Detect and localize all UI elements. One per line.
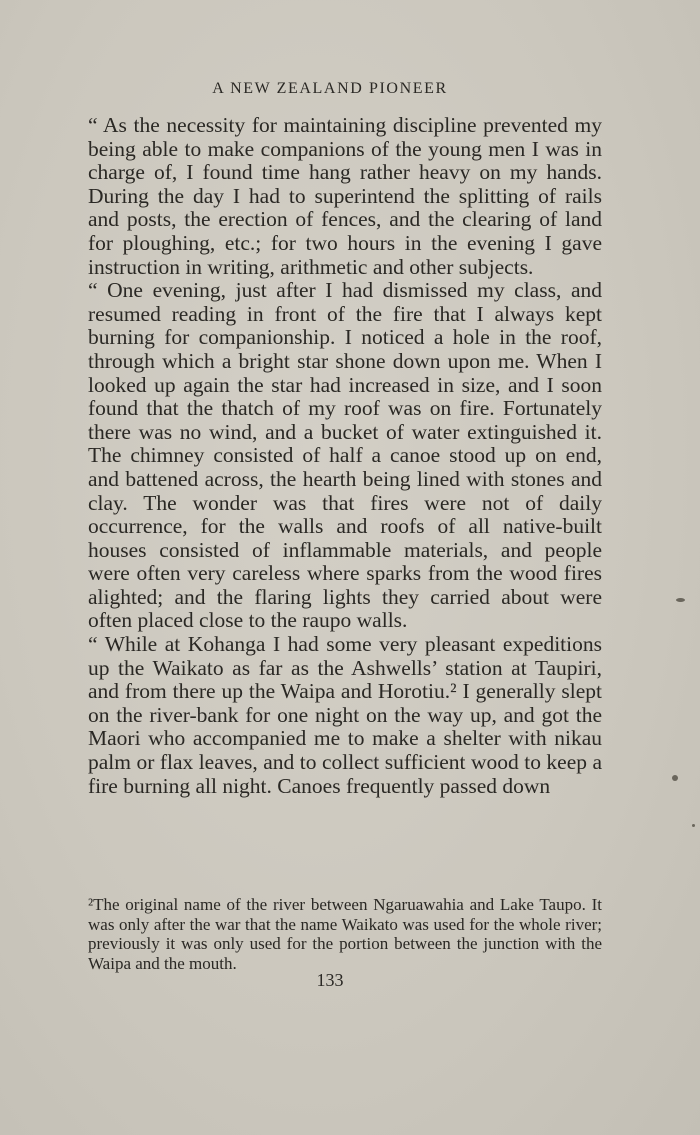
paper-speck xyxy=(676,598,685,602)
running-head: A NEW ZEALAND PIONEER xyxy=(212,80,448,97)
paper-speck xyxy=(692,824,695,827)
body-text xyxy=(88,114,602,798)
footnote: ²The original name of the river between Ngaruawahia and Lake Taupo. It was only after the war that the name Waikato was used for the whole river; previously it was only used for the portion between the junction with the Waipa and the mouth. xyxy=(88,895,602,973)
paragraph-expeditions: “ While at Kohanga I had some very pleasant expeditions up the Waikato as far as the Ashwells’ station at Taupiri, and from there up the Waipa and Horotiu.² I generally slept on the river-bank for one night on the way up, and got the Maori who accompanied me to make a shelter with nikau palm or flax leaves, and to collect sufficient wood to keep a fire burning all night. Canoes frequently passed down xyxy=(88,632,602,798)
paragraph-fire: “ One evening, just after I had dismissed my class, and resumed reading in front of the fire that I always kept burning for companionship. I noticed a hole in the roof, through which a bright star shone down upon me. When I looked up again the star had increased in size, and I soon found that the thatch of my roof was on fire. Fortunately there was no wind, and a bucket of water extinguished it. The chimney consisted of half a canoe stood up on end, and battened across, the hearth being lined with stones and clay. The wonder was that fires were not of daily occurrence, for the walls and roofs of all native-built houses consisted of inflammable materials, and people were often very careless where sparks from the wood fires alighted; and the flaring lights they carried about were often placed close to the raupo walls. xyxy=(88,278,602,633)
paragraph-discipline: “ As the necessity for maintaining discipline prevented my being able to make companions of the young men I was in charge of, I found time hang rather heavy on my hands. During the day I had to superintend the splitting of rails and posts, the erection of fences, and the clearing of land for ploughing, etc.; for two hours in the evening I gave instruction in writing, arithmetic and other subjects. xyxy=(88,113,602,279)
page-number: 133 xyxy=(316,970,344,990)
paper-speck xyxy=(672,775,678,781)
